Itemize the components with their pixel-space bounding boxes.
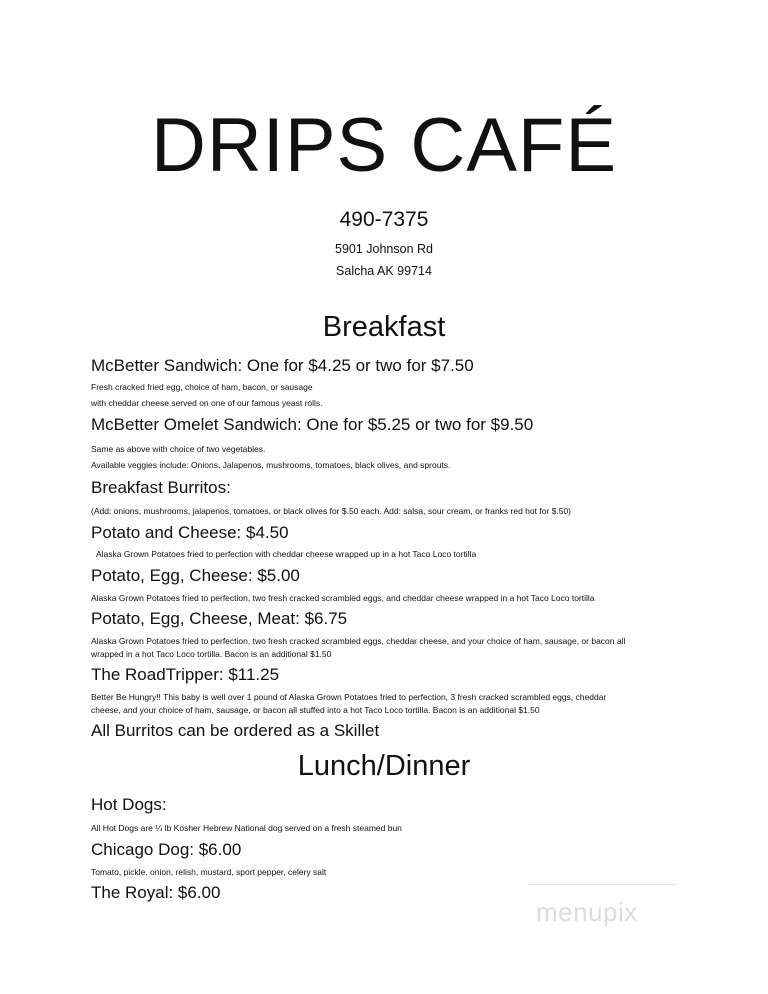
burritos-addons-note: (Add: onions, mushrooms, jalapenos, tomatoes, or black olives for $.50 each. Add: salsa, sour cream, or franks red hot for $.50): [91, 506, 572, 516]
address-line-2: Salcha AK 99714: [336, 264, 432, 278]
potato-egg-cheese-meat-item: Potato, Egg, Cheese, Meat: $6.75: [91, 609, 348, 628]
the-royal-item: The Royal: $6.00: [91, 883, 221, 902]
chicago-dog-desc: Tomato, pickle, onion, relish, mustard, sport pepper, celery salt: [91, 867, 327, 877]
skillet-note: All Burritos can be ordered as a Skillet: [91, 721, 380, 740]
potato-egg-cheese-item: Potato, Egg, Cheese: $5.00: [91, 566, 300, 585]
hot-dogs-heading: Hot Dogs:: [91, 795, 167, 814]
omelet-desc-2: Available veggies include: Onions, Jalapenos, mushrooms, tomatoes, black olives, and sprouts.: [91, 460, 451, 470]
mcbetter-desc-2: with cheddar cheese served on one of our famous yeast rolls.: [91, 398, 323, 408]
breakfast-heading: Breakfast: [322, 311, 446, 343]
mcbetter-desc-1: Fresh cracked fried egg, choice of ham, bacon, or sausage: [91, 382, 313, 392]
potato-cheese-item: Potato and Cheese: $4.50: [91, 523, 289, 542]
mcbetter-sandwich-item: McBetter Sandwich: One for $4.25 or two for $7.50: [91, 356, 474, 375]
lunch-dinner-heading: Lunch/Dinner: [297, 750, 471, 782]
breakfast-burritos-heading: Breakfast Burritos:: [91, 478, 231, 497]
hot-dogs-note: All Hot Dogs are ¼ lb Kosher Hebrew National dog served on a fresh steamed bun: [91, 823, 402, 833]
chicago-dog-item: Chicago Dog: $6.00: [91, 840, 242, 859]
watermark-rule: [528, 884, 676, 885]
pecm-desc-2: wrapped in a hot Taco Loco tortilla. Bacon is an additional $1.50: [91, 649, 332, 659]
menupix-watermark: menupix: [536, 897, 638, 927]
potato-egg-cheese-desc: Alaska Grown Potatoes fried to perfection, two fresh cracked scrambled eggs, and cheddar cheese wrapped in a hot Taco Loco tortilla: [91, 593, 595, 603]
mcbetter-omelet-item: McBetter Omelet Sandwich: One for $5.25 or two for $9.50: [91, 415, 534, 434]
roadtripper-desc-2: cheese, and your choice of ham, sausage, or bacon all stuffed into a hot Taco Loco tortilla. Bacon is an additional $1.50: [91, 705, 540, 715]
address-line-1: 5901 Johnson Rd: [335, 242, 433, 256]
cafe-title: DRIPS CAFÉ: [150, 103, 618, 188]
omelet-desc-1: Same as above with choice of two vegetables.: [91, 444, 266, 454]
pecm-desc-1: Alaska Grown Potatoes fried to perfection, two fresh cracked scrambled eggs, cheddar cheese, and your choice of ham, sausage, or bacon all: [91, 636, 626, 646]
potato-cheese-desc: Alaska Grown Potatoes fried to perfection with cheddar cheese wrapped up in a hot Taco Loco tortilla: [96, 549, 477, 559]
roadtripper-item: The RoadTripper: $11.25: [91, 665, 280, 684]
phone-number: 490-7375: [339, 208, 429, 231]
roadtripper-desc-1: Better Be Hungry!! This baby is well over 1 pound of Alaska Grown Potatoes fried to perfection, 3 fresh cracked scrambled eggs, cheddar: [91, 692, 607, 702]
